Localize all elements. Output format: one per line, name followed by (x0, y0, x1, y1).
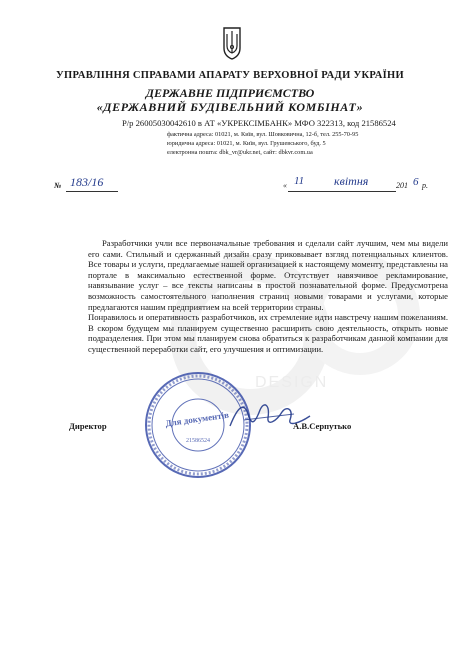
handwritten-signature (224, 396, 314, 436)
org-name-title: «ДЕРЖАВНИЙ БУДІВЕЛЬНИЙ КОМБІНАТ» (96, 100, 364, 114)
signer-title: Директор (69, 421, 107, 431)
watermark-text: DESIGN (255, 374, 329, 391)
date-open-quote: « (283, 181, 287, 190)
date-year-prefix: 201 (396, 181, 408, 190)
legal-address: юридична адреса: 01021, м. Київ, вул. Грушевського, буд. 5 (167, 140, 326, 147)
date-underline (288, 191, 396, 192)
stamp-center-text: Для документів (164, 409, 230, 429)
trident-emblem-icon (222, 26, 242, 60)
org-type-title: ДЕРЖАВНЕ ПІДПРИЄМСТВО (145, 86, 315, 100)
signer-name: А.В.Серпутько (293, 421, 352, 431)
date-month: квітня (334, 174, 369, 188)
reference-number: 183/16 (70, 175, 104, 189)
bank-details: Р/р 26005030042610 в АТ «УКРЕКСІМБАНК» МФО 322313, код 21586524 (122, 118, 396, 128)
date-day: 11 (294, 175, 305, 187)
paragraph-2: Понравилось и оперативность разработчиков, их стремление идти навстречу нашим пожеланиям. В скором будущем мы планируем существенно расширить свою деятельность, открыть новые подразделения. При этом мы планируем снова обратиться к разработчикам данной компании для существенной переработки сайт, его улучшения и оптимизации. (88, 312, 448, 354)
stamp-code: 21586524 (186, 438, 210, 444)
date-suffix: р. (422, 181, 428, 190)
paragraph-1: Разработчики учли все первоначальные требования и сделали сайт лучшим, чем мы видели его сами. Стильный и сдержанный дизайн сразу приковывает взгляд потенциальных клиентов. Все товары и услуги, предлагаемые нашей организацией к настоящему моменту, представлены на портале в максимально естественной форме. Отсутствует навязчивое рекламирование, навязывание услуг – все тексты написаны в простой познавательной форме. Предусмотрена возможность самостоятельного наполнения страниц новыми товарами и услугами, которые предлагаются нашим предприятием на всей территории страны. (88, 238, 448, 312)
date-year-digit: 6 (413, 176, 419, 188)
actual-address: фактична адреса: 01021, м. Київ, вул. Шовковична, 12-б, тел. 255-70-95 (167, 131, 359, 138)
reference-prefix: № (54, 181, 62, 190)
letter-body (88, 238, 448, 355)
org-parent-title: УПРАВЛІННЯ СПРАВАМИ АПАРАТУ ВЕРХОВНОЇ РАДИ УКРАЇНИ (56, 70, 404, 81)
reference-underline (66, 191, 118, 192)
contacts-line: електронна пошта: dbk_vr@ukr.net, сайт: dbkvr.com.ua (167, 149, 313, 156)
